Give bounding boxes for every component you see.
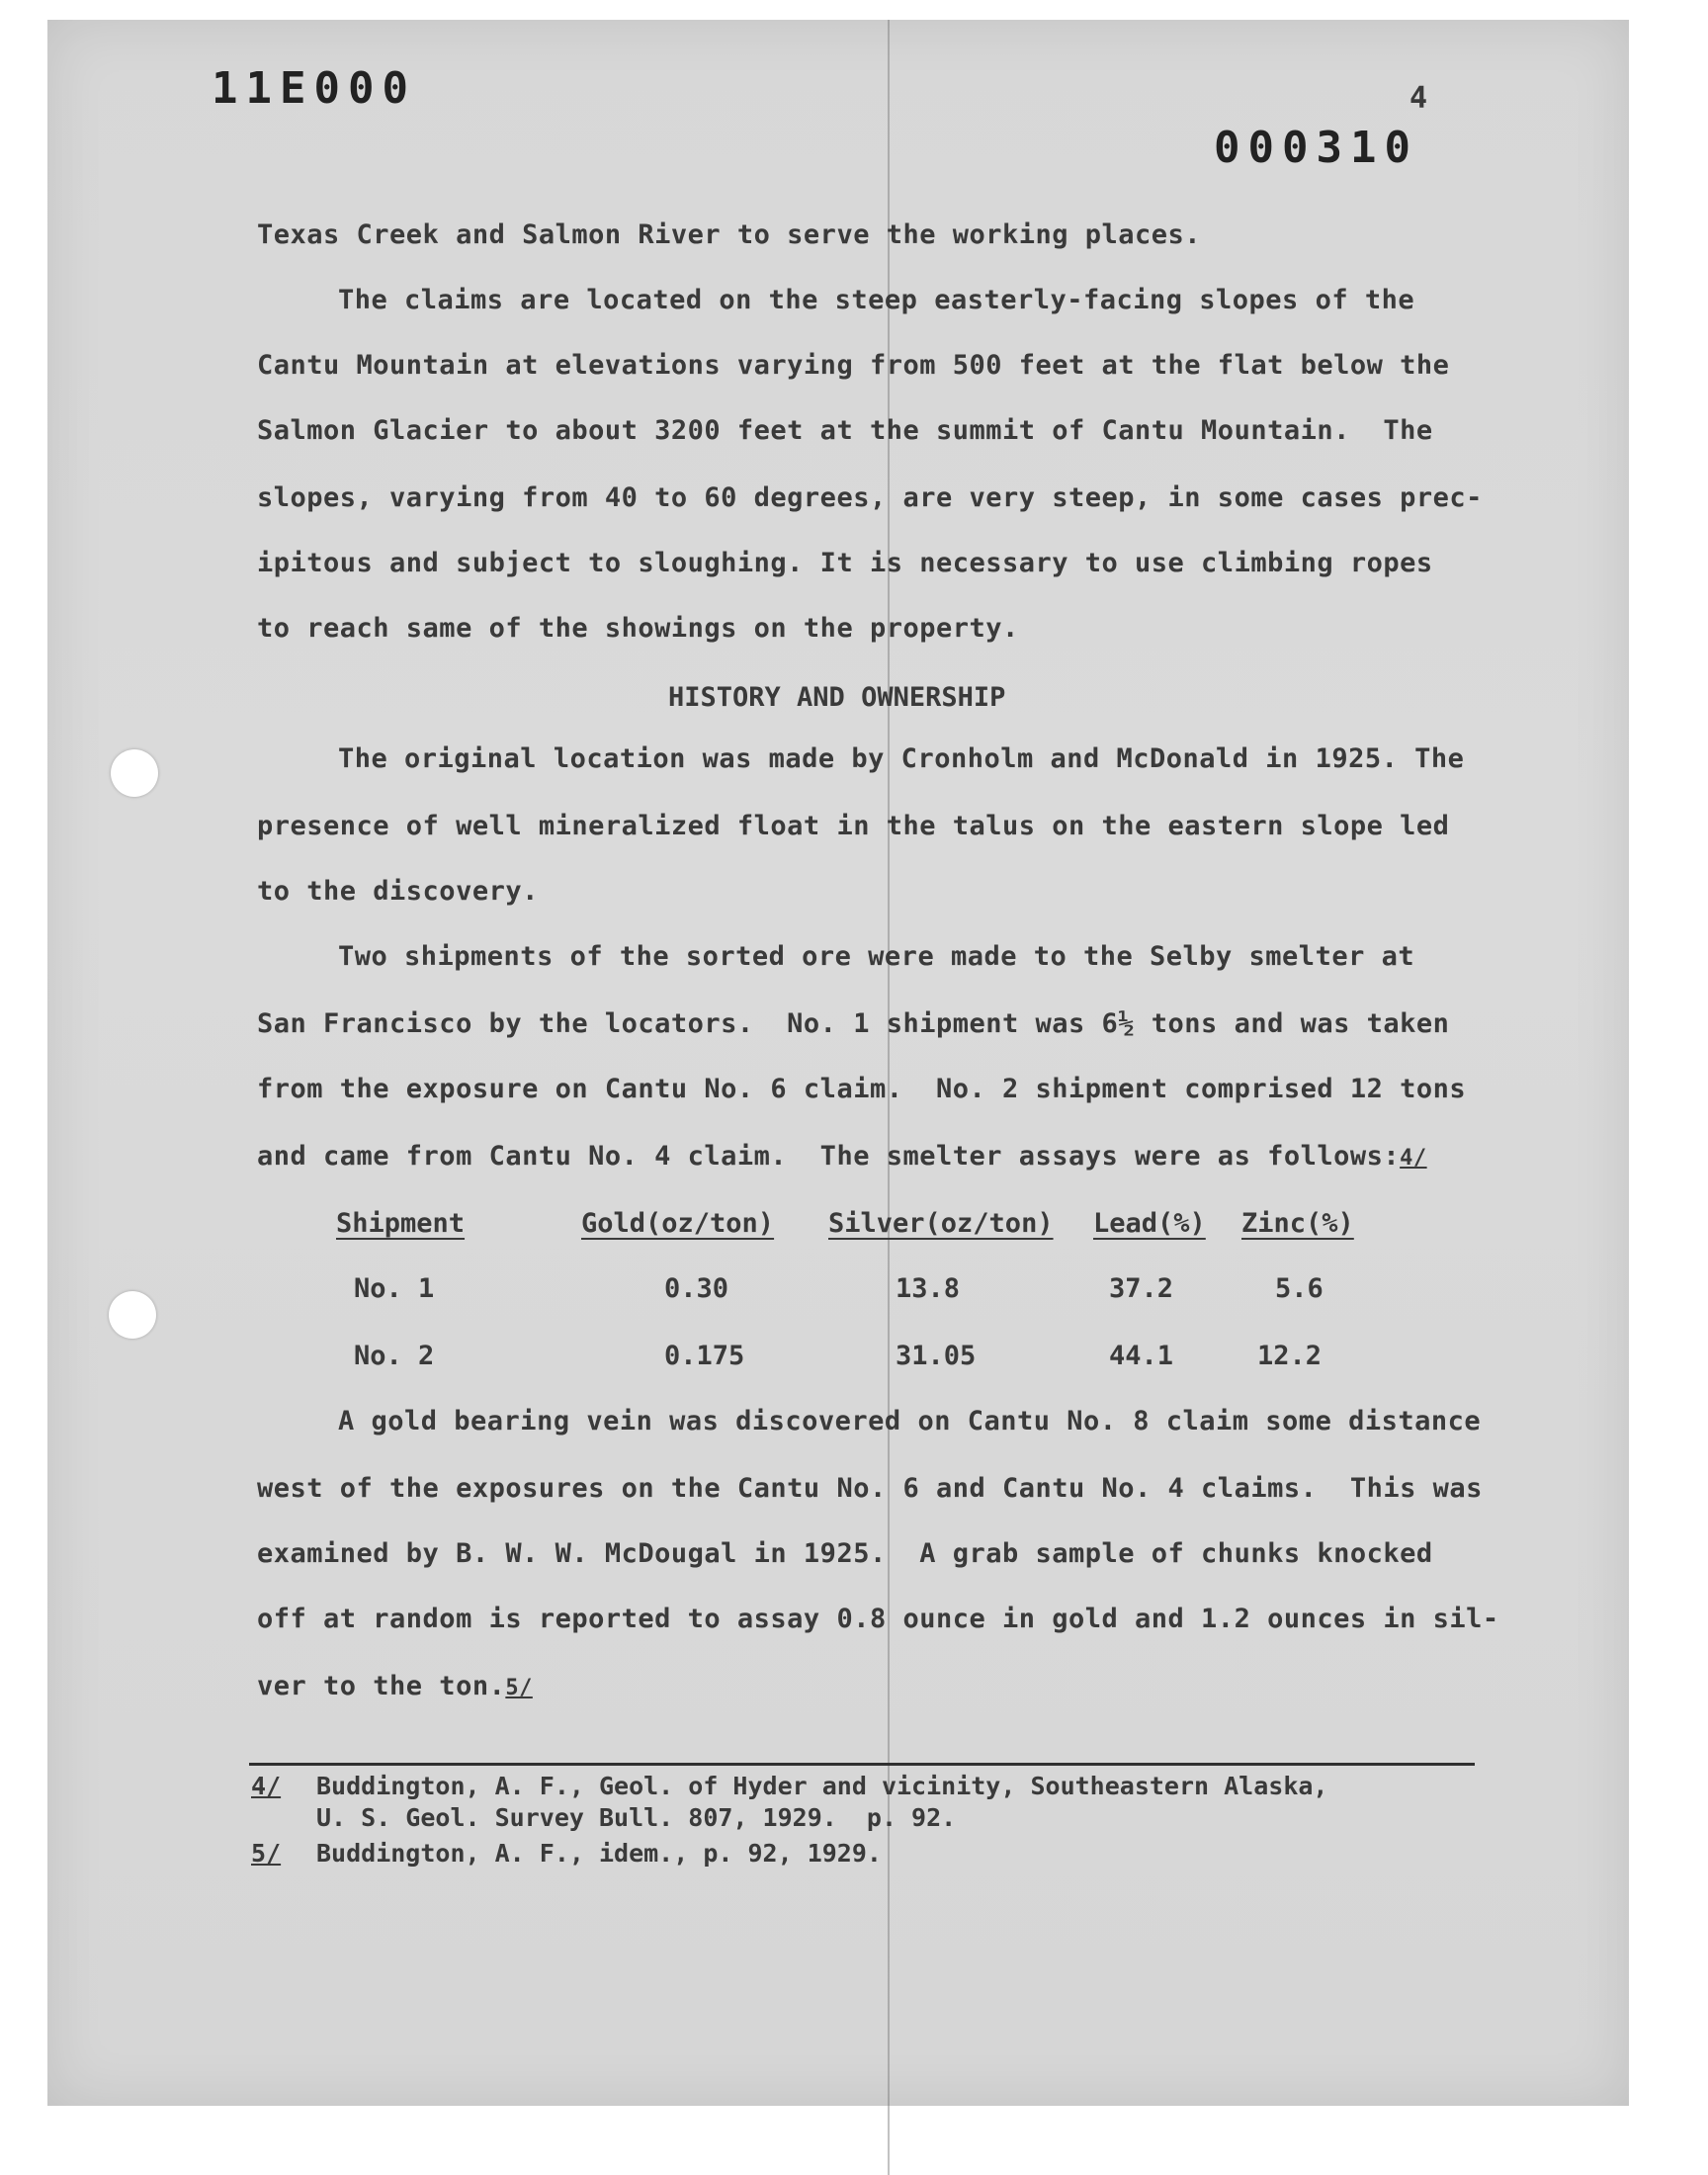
footnote-4-line-1: Buddington, A. F., Geol. of Hyder and vicinity, Southeastern Alaska, (316, 1772, 1328, 1800)
body-line-16: west of the exposures on the Cantu No. 6 and Cantu No. 4 claims. This was (257, 1473, 1483, 1504)
section-heading: HISTORY AND OWNERSHIP (668, 682, 1006, 713)
body-line-17: examined by B. W. W. McDougal in 1925. A grab sample of chunks knocked (257, 1538, 1433, 1569)
body-line-4: Salmon Glacier to about 3200 feet at the summit of Cantu Mountain. The (257, 415, 1433, 446)
cell-zinc: 5.6 (1275, 1273, 1324, 1304)
footnote-divider (249, 1763, 1475, 1766)
footnote-ref-4: 4/ (1400, 1146, 1427, 1171)
body-line-15: A gold bearing vein was discovered on Cantu No. 8 claim some distance (338, 1406, 1482, 1436)
body-line-19 (257, 1671, 533, 1701)
body-line-6: ipitous and subject to sloughing. It is necessary to use climbing ropes (257, 548, 1433, 578)
document-number: 000310 (1214, 123, 1418, 173)
footnote-5-line-1: Buddington, A. F., idem., p. 92, 1929. (316, 1839, 882, 1868)
body-line-7: to reach same of the showings on the property. (257, 613, 1019, 644)
cell-lead: 37.2 (1109, 1273, 1174, 1304)
cell-lead: 44.1 (1109, 1341, 1174, 1371)
body-line-9: presence of well mineralized float in the talus on the eastern slope led (257, 811, 1450, 841)
table-row (0, 1273, 1708, 1313)
col-header-shipment: Shipment (336, 1208, 466, 1239)
body-line-1: Texas Creek and Salmon River to serve the working places. (257, 219, 1202, 250)
punch-hole-upper (111, 749, 158, 797)
cell-gold: 0.30 (664, 1273, 729, 1304)
footnote-4-line-2: U. S. Geol. Survey Bull. 807, 1929. p. 92. (316, 1803, 957, 1832)
body-line-12: San Francisco by the locators. No. 1 shipment was 6½ tons and was taken (257, 1008, 1450, 1039)
cell-shipment: No. 2 (354, 1341, 435, 1371)
body-line-13: from the exposure on Cantu No. 6 claim. No. 2 shipment comprised 12 tons (257, 1074, 1467, 1104)
body-line-19-text: ver to the ton. (257, 1671, 506, 1701)
body-line-14 (257, 1141, 1427, 1172)
col-header-lead: Lead(%) (1093, 1208, 1206, 1239)
top-left-stamp: 11E000 (212, 63, 416, 114)
body-line-2: The claims are located on the steep easterly-facing slopes of the (338, 285, 1415, 315)
body-line-18: off at random is reported to assay 0.8 ounce in gold and 1.2 ounces in sil- (257, 1604, 1499, 1634)
cell-zinc: 12.2 (1257, 1341, 1323, 1371)
col-header-silver: Silver(oz/ton) (828, 1208, 1054, 1239)
body-line-8: The original location was made by Cronholm and McDonald in 1925. The (338, 743, 1465, 774)
footnote-ref-5: 5/ (505, 1676, 533, 1700)
body-line-10: to the discovery. (257, 876, 539, 907)
body-line-5: slopes, varying from 40 to 60 degrees, are very steep, in some cases prec- (257, 482, 1483, 513)
cell-silver: 13.8 (896, 1273, 961, 1304)
body-line-3: Cantu Mountain at elevations varying from 500 feet at the flat below the (257, 350, 1450, 381)
assay-table-header (0, 1208, 1708, 1248)
page-number: 4 (1409, 81, 1428, 116)
cell-silver: 31.05 (896, 1341, 977, 1371)
table-row (0, 1341, 1708, 1380)
body-line-11: Two shipments of the sorted ore were made to the Selby smelter at (338, 941, 1415, 972)
footnote-mark-4: 4/ (251, 1772, 282, 1800)
col-header-gold: Gold(oz/ton) (581, 1208, 775, 1239)
body-line-14-text: and came from Cantu No. 4 claim. The smelter assays were as follows: (257, 1141, 1401, 1172)
col-header-zinc: Zinc(%) (1241, 1208, 1354, 1239)
cell-shipment: No. 1 (354, 1273, 435, 1304)
cell-gold: 0.175 (664, 1341, 745, 1371)
footnote-mark-5: 5/ (251, 1839, 282, 1868)
